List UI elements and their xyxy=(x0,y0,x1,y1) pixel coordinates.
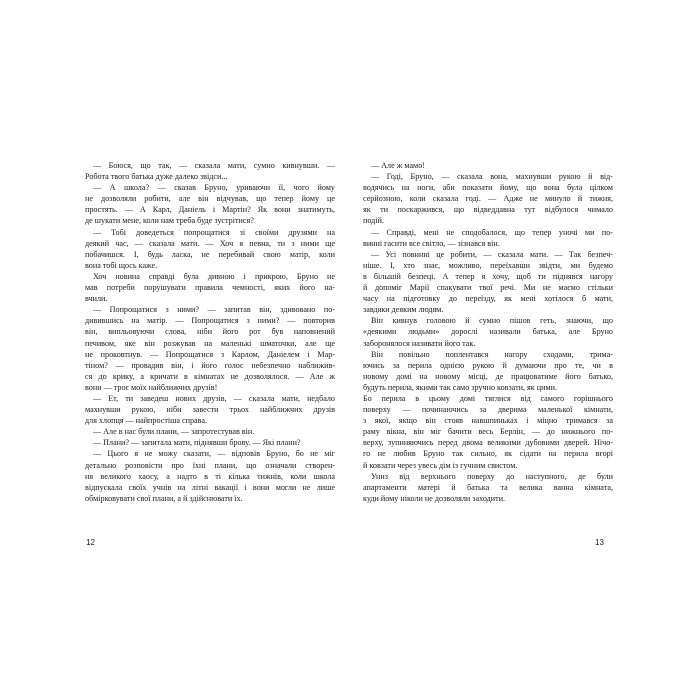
text-line: не проковтнув. — Попрощатися з Карлом, Даніелем і Мар- xyxy=(85,349,335,359)
left-page-number: 12 xyxy=(86,538,95,547)
text-line: — Годі, Бруно, — сказала вона, махнувши рукою й від- xyxy=(371,172,613,182)
text-line: заборонялося називати його так. xyxy=(363,338,476,348)
text-line: як ти поскаржився, що відведдавна тут відбулося чимало xyxy=(363,205,613,215)
text-line: ючись за перила однією рукою й думаючи про те, чи в xyxy=(363,360,613,370)
text-line: — Тобі доведеться попрощатися зі своїми друзями на xyxy=(93,227,335,237)
text-line: «деякими людьми» дорослі називали батька, але Бруно xyxy=(363,327,613,337)
text-line: тіном? — провадив він, і його голос небезпечно наближив- xyxy=(85,360,335,370)
text-line: вчили. xyxy=(85,294,108,304)
text-line: винні гасити все світло, — зізнався він. xyxy=(363,238,500,248)
text-line: вони — троє моїх найближчих друзів! xyxy=(85,382,218,392)
text-line: й ковзати через увесь дім із гучним свистом. xyxy=(363,460,518,470)
text-line: дивившись на матір. — Попрощатися з ними? — повторив xyxy=(85,316,335,326)
text-line: детально розповісти про їхні плани, що означали створен- xyxy=(85,460,335,470)
text-line: — Справді, мені не сподобалося, що тепер уночі ми по- xyxy=(371,227,613,237)
left-page-text xyxy=(85,160,335,504)
text-line: вона тобі щось каже. xyxy=(85,260,158,270)
text-line: він, випльовуючи слова, ніби його рот був наповнений xyxy=(85,327,335,337)
text-line: Робота твого батька дуже далеко звідси... xyxy=(85,172,228,182)
text-line: новому домі на новому місці, де працюватиме його батько, xyxy=(363,371,613,381)
text-line: печивом, яке він розжував на маленькі шматочки, але ще xyxy=(85,338,335,348)
text-line: куди йому ніколи не дозволяли заходити. xyxy=(363,493,506,503)
text-line: побачишся. І, будь ласка, не перебивай свою матір, коли xyxy=(85,249,335,259)
text-line: поверху — починаючись за дверима маленької кімнати, xyxy=(363,405,613,415)
text-line: — Плани? — запитала мати, піднявши брову. — Які плани? xyxy=(93,438,301,448)
text-line: Він кивнув головою й сумно пішов геть, знаючи, що xyxy=(371,316,613,326)
text-line: обмірковувати свої плани, а й здійснювати їх. xyxy=(85,493,243,503)
text-line: — Боюся, що так, — сказала мати, сумно кивнувши. — xyxy=(93,161,335,170)
text-line: го не любив Бруно так сильно, як сідати на перила вгорі xyxy=(363,449,613,459)
text-line: Він повільно поплентався нагору сходами, тримa- xyxy=(371,349,613,359)
text-line: — Але ж мамо! xyxy=(371,161,425,170)
text-line: махнувши рукою, ніби завести трьох найближчих друзів xyxy=(85,405,335,415)
text-line: не дозволяли робити, але він відчував, що тепер йому це xyxy=(85,194,335,204)
text-line: подій. xyxy=(363,216,384,226)
text-line: мав потреби порушувати правила чемності, яких його на- xyxy=(85,283,335,293)
text-line: де шукати мене, коли нам треба буде зустрітися? xyxy=(85,216,254,226)
text-line: простять. — А Карл, Даніель і Мартін? Як вони знатимуть, xyxy=(85,205,335,215)
text-line: з якої, якщо він стояв навшпиньках і міцно тримався за xyxy=(363,416,613,426)
text-line: ня великого хаосу, а надто в ті кілька тижнів, коли школа xyxy=(85,471,335,481)
text-line: — Усі повинні це робити, — сказала мати. — Так безпеч- xyxy=(371,249,613,259)
text-line: — Попрощатися з ними? — запитав він, здивовано по- xyxy=(93,305,335,315)
text-line: й допоміг Марії спакувати твої речі. Ми не маємо стільки xyxy=(363,283,613,293)
text-line: водячись на ноги, аби показати йому, що вона була цілком xyxy=(363,183,613,193)
text-line: завдяки деяким людям. xyxy=(363,305,444,315)
text-line: часу на підготовку до переїзду, як мені хотілося б мати, xyxy=(363,294,613,304)
text-line: — А школа? — сказав Бруно, уриваючи її, чого йому xyxy=(93,183,335,193)
text-line: раму вікна, він міг бачити весь Берлін, — до нижнього по- xyxy=(363,427,613,437)
text-line: верху, зупиняючись перед двома великими дубовими дверей. Нічо- xyxy=(363,438,613,448)
text-line: будуть перила, якими так само зручно ковзати, як цими. xyxy=(363,382,557,392)
text-line: — Цього я не можу сказати, — відповів Бруно, бо не міг xyxy=(93,449,335,459)
right-page-text xyxy=(363,160,613,504)
text-line: Бо перила в цьому домі тяглися від самого горішнього xyxy=(363,393,613,403)
text-line: Униз від верхнього поверху до наступного, де були xyxy=(371,471,613,481)
text-line: Хоч новина справді була дивною і прикрою, Бруно не xyxy=(93,271,335,281)
text-line: — Але в нас були плани, — запротестував він. xyxy=(93,427,255,437)
text-line: — Ет, ти заведеш нових друзів, — сказала мати, недбало xyxy=(93,393,335,403)
text-line: відпускала своїх учнів на літні вакації і вони могли не лише xyxy=(85,482,335,492)
right-page-number: 13 xyxy=(595,538,604,547)
text-line: деякий час, — сказала мати. — Хоч я певна, ти з ними ще xyxy=(85,238,335,248)
text-line: для хлопця — найпростіша справа. xyxy=(85,416,208,426)
text-line: ся до крику, а кричати в кімнатах не дозволялося. — Але ж xyxy=(85,371,335,381)
text-line: в більшій безпеці. А тепер я хочу, щоб ти піднявся нагору xyxy=(363,271,613,281)
text-line: серйозною, коли сказала годі. — Адже не минуло й тижня, xyxy=(363,194,613,204)
text-line: ніше. І, хто знає, можливо, переїхавши звідти, ми будемо xyxy=(363,260,613,270)
text-line: апартаменти матері й батька та велика ванна кімната, xyxy=(363,482,613,492)
